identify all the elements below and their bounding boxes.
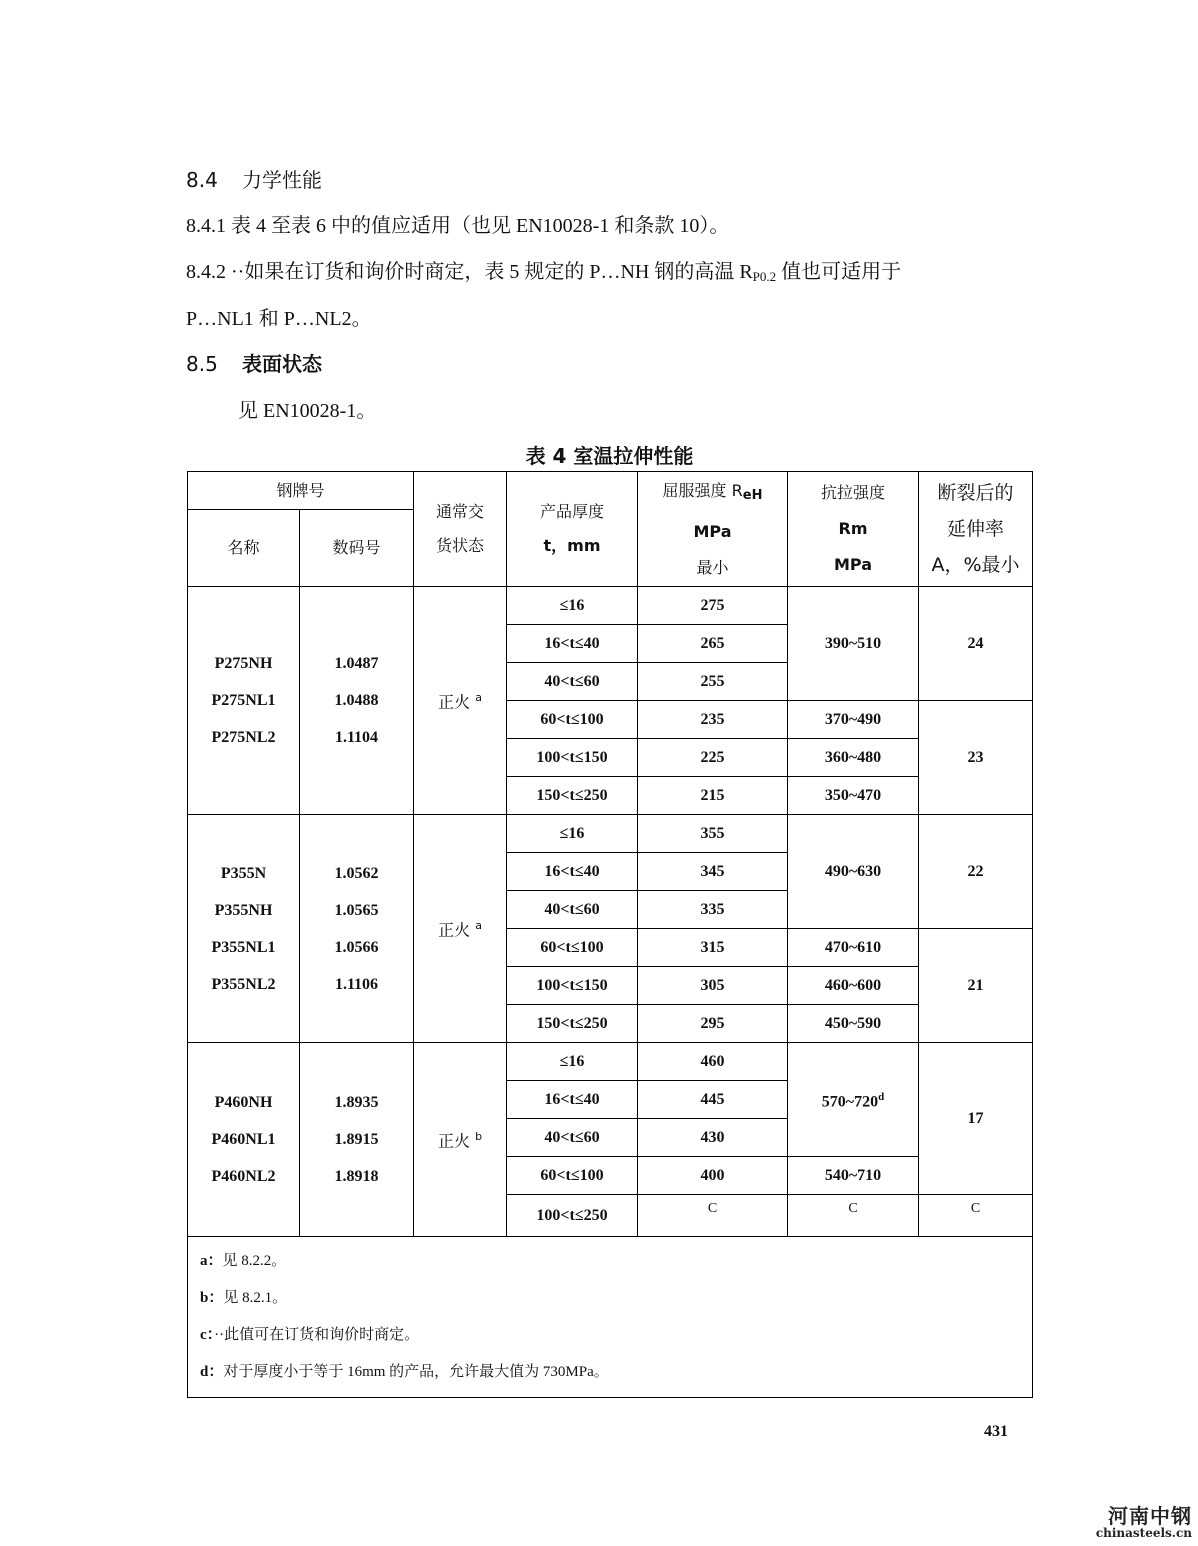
grade-codes: [300, 587, 414, 815]
grade-name: P275NL2: [211, 729, 276, 746]
watermark-en: chinasteels.cn: [1095, 1526, 1192, 1540]
paragraph-8-4-1: 8.4.1 表 4 至表 6 中的值应适用（也见 EN10028-1 和条款 10）。: [186, 215, 730, 237]
tensile-cell: 370~490: [788, 701, 919, 739]
thickness-cell: ≤16: [507, 587, 638, 625]
thickness-cell: 150<t≤250: [507, 777, 638, 815]
yield-cell: 225: [638, 739, 788, 777]
header-yield: [638, 472, 788, 587]
header-line: A，%最小: [931, 554, 1020, 576]
yield-cell: 460: [638, 1043, 788, 1081]
header-line: 抗拉强度: [821, 483, 886, 502]
header-line: 断裂后的: [937, 482, 1014, 504]
header-line: 产品厚度: [540, 502, 605, 521]
thickness-cell: 60<t≤100: [507, 701, 638, 739]
header-name: 名称: [188, 510, 300, 587]
note-key: b：: [200, 1290, 224, 1306]
tensile-cell: 450~590: [788, 1005, 919, 1043]
footnote-mark: b: [475, 1130, 483, 1144]
grade-name: P460NL2: [211, 1168, 276, 1185]
yield-cell: 445: [638, 1081, 788, 1119]
grade-code: 1.8915: [334, 1131, 379, 1148]
grade-name: P355NL2: [211, 975, 276, 993]
section-title: 表面状态: [242, 352, 322, 376]
thickness-cell: 16<t≤40: [507, 625, 638, 663]
yield-cell: 265: [638, 625, 788, 663]
subscript: P0.2: [752, 269, 777, 284]
section-number: 8.5: [186, 352, 218, 376]
thickness-cell: 40<t≤60: [507, 891, 638, 929]
note-text: ··此值可在订货和询价时商定。: [214, 1327, 420, 1343]
note-text: 对于厚度小于等于 16mm 的产品，允许最大值为 730MPa。: [223, 1364, 609, 1380]
watermark-cn: 河南中钢: [1108, 1504, 1192, 1528]
thickness-cell: 100<t≤150: [507, 739, 638, 777]
note-b: [200, 1280, 1020, 1317]
header-grade: 钢牌号: [188, 472, 414, 510]
section-heading-8-4: [186, 166, 322, 194]
grade-code: 1.8935: [334, 1094, 379, 1111]
delivery-condition: [414, 815, 507, 1043]
header-line: 货状态: [436, 536, 485, 555]
elongation-cell: 23: [919, 701, 1033, 815]
header-line: MPa: [834, 555, 873, 574]
yield-cell: 295: [638, 1005, 788, 1043]
delivery-text: 正火: [438, 920, 471, 940]
header-elongation: [919, 472, 1033, 587]
grade-code: 1.0566: [334, 938, 379, 956]
table-row: [188, 1043, 1033, 1081]
tensile-cell: 390~510: [788, 587, 919, 701]
thickness-cell: 100<t≤250: [507, 1195, 638, 1237]
header-line: t，mm: [543, 536, 601, 555]
header-delivery: [414, 472, 507, 587]
header-code: 数码号: [300, 510, 414, 587]
grade-code: 1.0565: [334, 901, 379, 919]
grade-codes: [300, 815, 414, 1043]
note-a: [200, 1243, 1020, 1280]
table-notes: [188, 1237, 1033, 1398]
grade-code: 1.1104: [334, 729, 379, 746]
yield-cell: 305: [638, 967, 788, 1005]
note-key: c：: [200, 1327, 215, 1343]
elongation-cell: 21: [919, 929, 1033, 1043]
note-key: d：: [200, 1364, 224, 1380]
thickness-cell: ≤16: [507, 815, 638, 853]
paragraph-text: 8.4.2 ··如果在订货和询价时商定，表 5 规定的 P…NH 钢的高温 R: [186, 261, 753, 283]
table-row: [188, 815, 1033, 853]
thickness-cell: 40<t≤60: [507, 663, 638, 701]
note-text: 见 8.2.2。: [222, 1253, 287, 1269]
delivery-condition: [414, 1043, 507, 1237]
yield-cell: 355: [638, 815, 788, 853]
tensile-cell: 470~610: [788, 929, 919, 967]
header-line: 屈服强度 R: [662, 480, 743, 500]
elongation-cell: C: [919, 1195, 1033, 1237]
thickness-cell: 16<t≤40: [507, 1081, 638, 1119]
grade-code: 1.0487: [334, 655, 379, 672]
grade-name: P275NL1: [211, 692, 276, 709]
thickness-cell: 60<t≤100: [507, 929, 638, 967]
header-line: 通常交: [436, 502, 485, 521]
grade-code: 1.0488: [334, 692, 379, 709]
section-number: 8.4: [186, 168, 218, 192]
note-c: [200, 1317, 1020, 1354]
yield-cell: 345: [638, 853, 788, 891]
grade-names: [188, 815, 300, 1043]
header-thickness: [507, 472, 638, 587]
header-tensile: [788, 472, 919, 587]
tensile-properties-table: [187, 471, 1033, 1398]
footnote-mark: a: [475, 919, 482, 933]
tensile-cell: C: [788, 1195, 919, 1237]
elongation-cell: 17: [919, 1043, 1033, 1195]
grade-name: P275NH: [214, 655, 273, 672]
paragraph-text: 值也可适用于: [776, 261, 902, 283]
grade-codes: [300, 1043, 414, 1237]
note-d: [200, 1354, 1020, 1391]
elongation-cell: 24: [919, 587, 1033, 701]
tensile-cell: 360~480: [788, 739, 919, 777]
grade-name: P460NL1: [211, 1131, 276, 1148]
tensile-cell: 460~600: [788, 967, 919, 1005]
paragraph-8-4-2-line2: P…NL1 和 P…NL2。: [186, 308, 372, 330]
footnote-mark: a: [475, 691, 482, 705]
yield-cell: 335: [638, 891, 788, 929]
table-title: 表 4 室温拉伸性能: [525, 444, 694, 468]
thickness-cell: 40<t≤60: [507, 1119, 638, 1157]
yield-cell: 255: [638, 663, 788, 701]
page-number: 431: [984, 1423, 1008, 1440]
grade-name: P355NL1: [211, 938, 276, 956]
grade-names: [188, 587, 300, 815]
section-heading-8-5: [186, 350, 322, 378]
note-key: a：: [200, 1253, 223, 1269]
yield-cell: 400: [638, 1157, 788, 1195]
table-row: [188, 587, 1033, 625]
tensile-cell: 540~710: [788, 1157, 919, 1195]
note-text: 见 8.2.1。: [223, 1290, 288, 1306]
delivery-condition: [414, 587, 507, 815]
delivery-text: 正火: [438, 692, 471, 712]
thickness-cell: ≤16: [507, 1043, 638, 1081]
yield-cell: 235: [638, 701, 788, 739]
grade-name: P355N: [220, 864, 267, 882]
grade-name: P355NH: [214, 901, 273, 919]
elongation-cell: 22: [919, 815, 1033, 929]
yield-cell: 275: [638, 587, 788, 625]
footnote-mark: d: [878, 1090, 885, 1103]
thickness-cell: 16<t≤40: [507, 853, 638, 891]
yield-cell: 315: [638, 929, 788, 967]
header-line: 延伸率: [947, 518, 1005, 540]
section-title: 力学性能: [242, 168, 322, 192]
delivery-text: 正火: [437, 1131, 470, 1151]
tensile-cell: 350~470: [788, 777, 919, 815]
grade-names: [188, 1043, 300, 1237]
grade-code: 1.1106: [334, 975, 379, 993]
thickness-cell: 60<t≤100: [507, 1157, 638, 1195]
tensile-value: 570~720: [821, 1093, 879, 1111]
watermark-logo: [1082, 1506, 1192, 1540]
tensile-cell: 490~630: [788, 815, 919, 929]
header-line: Rm: [838, 519, 868, 538]
paragraph-8-5: 见 EN10028-1。: [238, 400, 377, 422]
header-line: MPa: [693, 521, 732, 541]
yield-cell: C: [638, 1195, 788, 1237]
yield-cell: 215: [638, 777, 788, 815]
paragraph-8-4-2: [186, 258, 901, 291]
yield-cell: 430: [638, 1119, 788, 1157]
thickness-cell: 100<t≤150: [507, 967, 638, 1005]
subscript: eH: [742, 487, 763, 503]
thickness-cell: 150<t≤250: [507, 1005, 638, 1043]
grade-name: P460NH: [214, 1094, 273, 1111]
header-line: 最小: [696, 557, 729, 577]
grade-code: 1.0562: [334, 864, 379, 882]
tensile-cell: [788, 1043, 919, 1157]
grade-code: 1.8918: [334, 1168, 379, 1185]
